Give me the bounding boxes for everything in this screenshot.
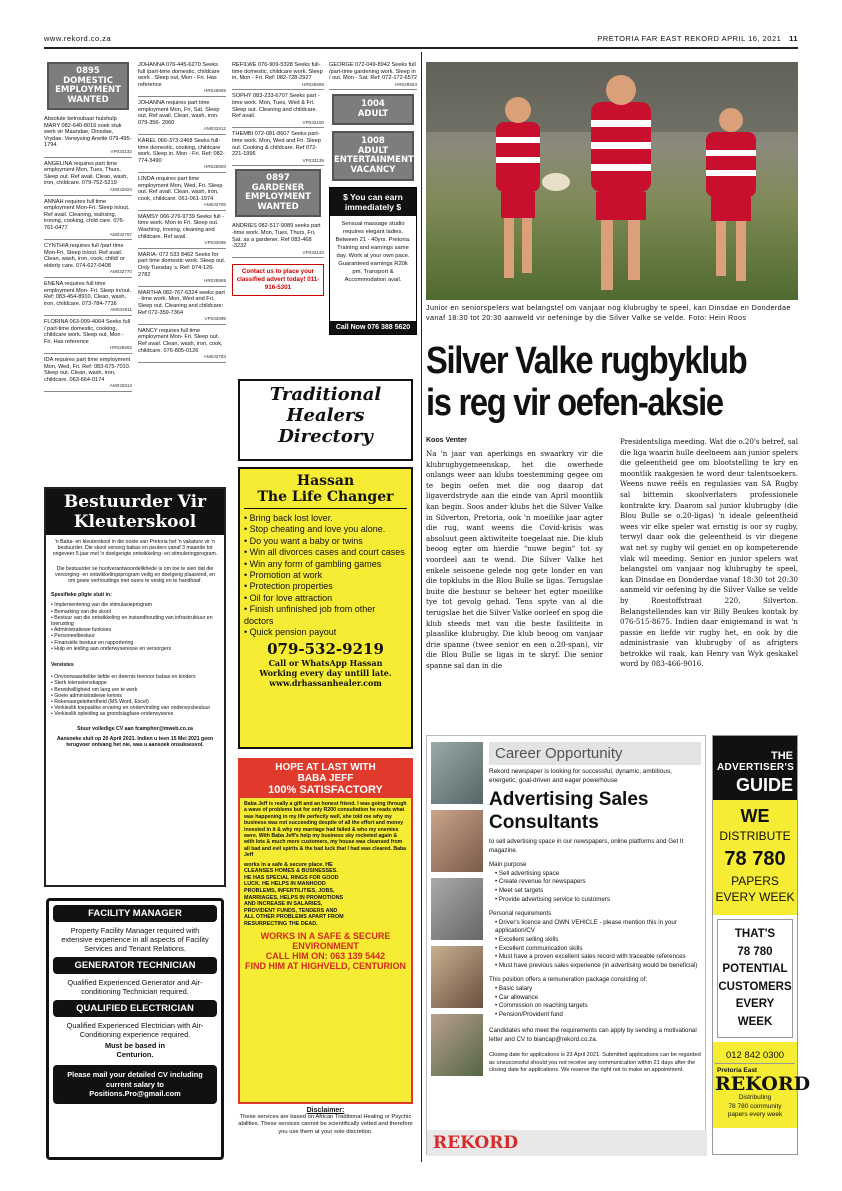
baba-call: CALL HIM ON: 063 139 5442 <box>265 950 386 961</box>
duty-item: • Personeelbestuur <box>51 633 95 640</box>
classified-ad: Absolute betroubaar huishulp MARY 082-640-8016 soek stuk werk vir Maandae, Dinsdae, Vrydae. Verwysing Anette 079-495-1794 VP033132 <box>44 116 132 158</box>
facility-heading: FACILITY MANAGER <box>53 905 217 922</box>
site-url: www.rekord.co.za <box>44 34 112 43</box>
duties-heading: Spesifieke pligte sluit in: <box>51 592 112 599</box>
hassan-subtitle: The Life Changer <box>244 489 407 509</box>
generator-heading: GENERATOR TECHNICIAN <box>53 957 217 974</box>
classified-ad: CYNTHIA requires full /part time Mon-Fri, Sleep in/out. Ref avail. Clean, wash, iron, cook, child/ or elderly care. 074-627-0408 AM032770 <box>44 243 132 278</box>
baba-list: works in a safe & secure place. HE CLEANSES HOMES & BUSINESSES. HE HAS SPECIAL RINGS FOR GOOD LUCK. HE HELPS IN MANHOOD PROBLEMS, INFERTILITIES, JOBS, MARRIAGES, HELPS IN PROMOTIONS AND INCREASE IN SALARIES, PROVIDENT FUNDS, TENDERS AND ALL OTHER PROBLEMS APART FROM RESURRECTING THE DEAD. <box>244 861 344 927</box>
advertisers-guide <box>712 735 811 1155</box>
cv-email: Stuur volledige CV aan fcamphor@mweb.co.za <box>77 725 193 732</box>
office-photo-1 <box>431 742 483 804</box>
article-column-1: Na 'n jaar van aperkings en swaarkry vir die klubrugbygemeenskap, het die owerhede onlangs weer aan klubs toestemming gegee om te begin oefen met die oog daarop dat ligaverdstryde aan die einde van April moontlik kan begin. Soos ander klubs het die Silver Valke in Silverton, Pretoria, ook 'n moeilike jaar agter die rug, want weens die Covid-krisis was absoluut geen aktiwiteite toegelaat nie. Die klub beoog egter om hierdie "nuwe begin" tot sy voordeel aan te wend. Die Silver Valke het enkele seisoene gelede nog gete londer en van die topklubs in die Blou Bulle se ligas. Terugslae buite die bestuur se beheer het egter moeilike tye tot gevolg gehad. Tens spyte van al die terugslae het die Silver Valke oorleef en spog die klub steeds met van die beste fasiliteite in plaaslike klubrugby. Die klub beoog om vanjaar drie spanne (twee senior en een o.20-span), vir die Blou Bulle se ligas in te skryf. Die senior spanne sal dan in die <box>426 449 604 670</box>
career-heading: Career Opportunity <box>489 742 701 765</box>
classified-ad: NANCY requires full time employment Mon- Fri. Sleep out. Ref avail. Clean, wash, iron, cook, childcare. 076-805-0126 AM032783 <box>138 328 226 363</box>
page-header <box>44 34 798 46</box>
ads-list <box>232 62 324 166</box>
earn-advert <box>329 187 417 335</box>
requirement-item: • Rekenaargeletterdheid (MS Word, Excel) <box>51 699 149 706</box>
kleuterskool-advert <box>44 487 226 887</box>
classified-ad: THEMBI 072-081-8607 Seeks part- time work. Mon, Wed and Fri. Sleep out. Cooking & childcare. Ref 072-221-1996 VP033139 <box>232 131 324 166</box>
photo-caption: Junior en seniorspelers wat belangstel om vanjaar nog klubrugby te speel, kan Dinsdae en Donderdae vanaf 18:30 tot 20:30 aanweld vir oefeninge by die Silver Valke se velde. Foto: Hein Roos <box>426 303 791 322</box>
service-item: • Promotion at work <box>244 570 323 581</box>
classified-ad: ENENA requires full time employment Mon- Fri. Sleep in/out. Ref: 083-454-8910. Clean, wash, iron, childcare. 073-784-7736 AM032811 <box>44 281 132 316</box>
classified-ad: MAMSY 066-276-9739 Seeks full - time work. Mon to Fri. Sleep out. Washing, Ironing, cleaning and childcare. Ref avail. VP033098 <box>138 214 226 249</box>
byline: Koos Venter <box>426 437 467 444</box>
category-0897: 0897 GARDENER EMPLOYMENT WANTED <box>235 169 321 217</box>
facility-text: Property Facility Manager required with extensive experience in all aspects of Facility Services and Tenant Relations. <box>61 926 209 953</box>
career-body: to sell advertising space in our newspapers, online platforms and Get It magazine. Main purpose • Sell advertising space • Create revenue for newspapers • Meet set targets • Provide advertising service to customers Personal requirements • Driver's licence and OWN VEHICLE - please mention this in your application/CV • Excellent selling skills • Excellent communication skills • Must have a proven excellent sales record with traceable references • Must have previous sales experience (in advertising would be beneficial) This position offers a remuneration package consisting of: • Basic salary • Car allowance • Commission on reaching targets • Pension/Provident fund Candidates who meet the requirements can apply by sending a motivational letter and CV to biancap@rekord.co.za. Closing date for applications is 23 April 2021. Submitted applications can be regarded as unsuccessful should you not receive any communication within 21 days after the closing date for applications. We reserve the right not to make an appointment. <box>489 838 701 1074</box>
service-item: • Stop cheating and love you alone. <box>244 524 386 535</box>
baba-heading-1: HOPE AT LAST WITH <box>275 762 376 773</box>
hassan-phone: 079-532-9219 <box>267 640 384 659</box>
classified-ad: JOHANNA requires part time employment Mon, Fri, Sat. Sleep out. Ref avail. Clean, wash, iron. 079-356- 2060 AM032812 <box>138 100 226 135</box>
career-footer <box>427 1130 707 1156</box>
classified-ad: ANNAH requires full time employment Mon-Fri. Sleep in/out. Ref avail. Cleaning, wahsing, ironing, cooking, child care. 076-761-0477 AM032767 <box>44 199 132 241</box>
office-photo-4 <box>431 946 483 1008</box>
service-item: • Oil for love attraction <box>244 592 333 603</box>
service-item: • Bring back lost lover. <box>244 513 333 523</box>
classified-ad: KAREL 066-373-2468 Seeks full-time domestic, cooking, childcare work. Sleep in. Mon - Fri. Ref: 082-774-3490 HR028600 <box>138 138 226 173</box>
requirement-item: • Onvoorwaardelike liefde en deernis teenoor babas en kinders <box>51 674 196 681</box>
article-column-2: Presidentsliga meeding. Wat die o.20's betref, sal die liga waarin hulle deelneem aan junior spelers die geleentheid gee om blootstelling te kry en moontlik raakgesien te word deur talentsoekers. Weens nuwe reëls en regulasies van SA Rugby sal bittemin skoolverlaters professionele kontrakte kry. Daarom sal junior klubrugby (die Blou Bulle se o.20-ligas) 'n ideale geleentheid wees vir elke speler wat ernstig is oor sy rugby, terwyl daar ook die geleentheid is vir diegene wat net sy rugby wil geniet en op kompeterende vlak wil meeding. Senior en junior spelers wat belangstel om vanjaar nog klubrugby te speel, kan Dinsdae en Donderdae vanaf 18:30 tot 20:30 aanmeld vir oefening by die Silver Valke se velde by Roestoffstraat 220, Silverton. Belangstellendes kan vir Billy Beukes kontak by 076-515-8675. Indien daar enigiemand is wat 'n passie en liefde vir rugby het, en ook by die administrasie van klubrugby of as afrigters betrokke wil raak, kan Henry van Wyk geskakel word by 083-466-9016. <box>620 437 798 669</box>
healers-directory-title: Traditional Healers Directory <box>238 379 413 461</box>
classified-ad: MARIA- 072 533 8462 Seeks for part time domestic work. Sleep out. Only Tuesday`s. Ref: 074-126-2782 HR028589 <box>138 252 226 287</box>
duty-item: • Administratiewe funksies <box>51 627 112 634</box>
office-photo-2 <box>431 810 483 872</box>
disclaimer: Disclaimer: These services are based on African Traditional Healing or Psychic abilities. These services cannot be scientifically vetted and therefore you use them at your sole discretion. <box>238 1107 413 1135</box>
requirement-item: • Driver's licence and OWN VEHICLE - please mention this in your application/CV <box>495 918 677 935</box>
hassan-website: www.drhassanhealer.com <box>269 678 382 689</box>
article-headline: Silver Valke rugbyklub is reg vir oefen-aksie <box>426 340 747 424</box>
hassan-hours: Working every day untill late. <box>259 668 392 679</box>
classified-ad: LINDA requires part time employment Mon, Wed, Fri. Sleep out. Ref avail. Clean, wash, iron, cook, childcare. 061-061-1974 AM032765 <box>138 176 226 211</box>
classified-ad: REFILWE 076-909-5328 Seeks full-time domestic, childcare work. Sleep in, Mon - Fri. Ref: 082-728-2927 HR028586 <box>232 62 324 90</box>
package-item: • Basic salary <box>495 984 533 992</box>
requirement-item: • Sterk leierseienskappe <box>51 680 107 687</box>
purpose-item: • Create revenue for newspapers <box>495 878 586 886</box>
duties-list <box>51 602 219 652</box>
service-item: • Win any form of gambling games <box>244 558 382 569</box>
guide-header: THE ADVERTISER'S GUIDE <box>713 736 797 800</box>
location-note: Must be based in Centurion. <box>105 1041 165 1059</box>
career-title: Advertising Sales Consultants <box>489 789 649 833</box>
classified-ad: SOPHY 083-233-6707 Seeks part - time work. Mon, Tues, Wed & Fri. Sleep out. Cleaning and childcare. Ref avail. VP033100 <box>232 93 324 128</box>
service-item: • Protection properties <box>244 581 333 592</box>
duty-item: • Finansiële bestuur en rapportering <box>51 639 134 646</box>
duty-item: • Implementering van die stimulasieprogram <box>51 602 152 609</box>
baba-body: Baba Jeff is really a gift and an honest friend. I was going through a wave of problems but for only R200 consultation he reads what was happening in my life perfectly well, she told me why my business was not succeeding despite of all the effort and money invested in it & why my marriage had failed & who my enemies were. With Baba Jeff's help my business sky rocketed again & with lots & much more customers, my house was cleansed from all bad and evil spirits & the bad luck that I had was cleared. Baba Jeff <box>244 801 407 859</box>
closing-note: Aansoeke sluit op 20 April 2021. Indien u teen 15 Mei 2021 geen terugvoer ontvang het nie, was u aansoek onsuksesvol. <box>56 735 214 749</box>
purpose-item: • Meet set targets <box>495 886 544 894</box>
classifieds-col-3 <box>232 62 324 296</box>
hassan-call: Call or WhatsApp Hassan <box>268 658 383 669</box>
apply-email: Please mail your detailed CV including current salary to Positions.Pro@gmail.com <box>53 1065 217 1104</box>
contact-box: Contact us to place your classified advert today! 011-916-5301 <box>232 264 324 296</box>
electrician-text: Qualified Experienced Electrician with Air-Conditioning experience required. <box>66 1021 204 1039</box>
hassan-advert <box>238 467 413 749</box>
generator-text: Qualified Experienced Generator and Air-conditioning Technician required. <box>67 978 203 996</box>
office-photo-3 <box>431 878 483 940</box>
classifieds-col-4 <box>329 62 417 335</box>
classified-ad: ANDRIES 082-517-9089 seeks part -time work. Mon, Tues, Thurs, Fri, Sat. as a gardener. Ref 083-468 -3232 VP033133 <box>232 223 324 258</box>
category-0895: 0895 DOMESTIC EMPLOYMENT WANTED <box>47 62 129 110</box>
duty-item: • Bemarking van die skool <box>51 608 111 615</box>
duty-item: • Bestuur van die ontwikkeling en instandhouding van infrastruktuur en toerusting <box>51 614 213 628</box>
requirements-list <box>51 674 219 717</box>
earn-heading: $ You can earn immediately $ <box>330 188 416 216</box>
classifieds-col-2 <box>138 62 226 366</box>
electrician-heading: QUALIFIED ELECTRICIAN <box>53 1000 217 1017</box>
rugby-photo <box>426 62 798 300</box>
service-item: • Do you want a baby or twins <box>244 535 363 546</box>
baba-location: FIND HIM AT HIGHVELD, CENTURION <box>245 960 406 971</box>
classifieds-col-1 <box>44 62 132 395</box>
earn-body: Sensual massage studio requires elegant ladies. Between 21 - 40yrs. Pretoria. Training and earnings same day. Work at your own pace. Guaranteed earnings R20k pm, Transport & Accommodation avail. <box>335 221 411 284</box>
ads-list <box>44 116 132 392</box>
duty-item: • Hulp en leiding aan onderwyseresse en versorgers <box>51 645 172 652</box>
classified-ad: JOHANNA 076-445-6270 Seeks full /part-time domestic, childcare work . Sleep out, Mon - Fri. Has reference HR028595 <box>138 62 226 97</box>
kleuterskool-title: Bestuurder Vir Kleuterskool <box>46 489 224 535</box>
classified-ad: FLORINA 063-099-4064 Seeks full / part-time domestic, cooking, childcare work. Sleep out, Mon - Fri. Has reference HR028582 <box>44 319 132 354</box>
baba-heading-2: BABA JEFF <box>297 773 354 784</box>
kleuterskool-intro: 'n Baba- en kleuterskool in die ooste van Pretoria het 'n vakature vir 'n bestuurder. Die skool versorg babas en peuters vanaf 3 maande tot ongeveer 5 jaar met 'n doelgerigte ontwikkeling- en stimuleringprogram. <box>52 539 218 558</box>
guide-stats: WE DISTRIBUTE 78 780 PAPERS EVERY WEEK <box>713 800 797 915</box>
requirement-item: • Excellent communication skills <box>495 944 583 952</box>
package-item: • Commission on reaching targets <box>495 1002 588 1010</box>
package-item: • Pension/Provident fund <box>495 1010 563 1018</box>
hassan-name: Hassan <box>296 473 355 489</box>
requirement-item: • Verkieslik opleiding as grondslagfase-onderwyseres <box>51 711 174 718</box>
ads-list <box>329 62 417 90</box>
facility-advert <box>46 898 224 1160</box>
classified-ad: GEORGE 072-049-8942 Seeks full /part-time gardening work. Sleep in / out. Mon - Sat. Ref: 072-172-6572 HR028583 <box>329 62 417 90</box>
purpose-item: • Sell advertising space <box>495 869 560 877</box>
publication-info: PRETORIA FAR EAST REKORD APRIL 16, 2021 11 <box>597 34 798 43</box>
guide-contact: 012 842 0300 Pretoria East REKORD Distributing 78 780 community papers every week <box>713 1042 797 1128</box>
ads-list <box>232 223 324 258</box>
baba-jeff-advert <box>238 758 413 1104</box>
classified-ad: IDA requires part time employment Mon, Wed, Fri. Ref: 083-675-7010. Sleep out. Clean, wash, iron, childcare. 063-664-0174 AM032813 <box>44 357 132 392</box>
service-item: • Finish unfinished job from other doctors <box>244 604 376 626</box>
office-photo-5 <box>431 1014 483 1076</box>
header-rule <box>44 47 798 49</box>
career-intro: Rekord newspaper is looking for successful, dynamic, ambitious, energetic, goal-driven and eager powerhouse <box>489 768 672 784</box>
rugby-players-illustration <box>426 62 798 300</box>
requirements-heading: Vereistes <box>51 662 74 669</box>
classified-ad: ANGELINA requires part time employment Mon, Tues, Thurs. Sleep out. Ref avail. Clean, wash, iron, childcare. 079-752-5219 AM032824 <box>44 161 132 196</box>
rekord-logo: REKORD <box>433 1133 519 1153</box>
services-list <box>244 513 407 638</box>
requirement-item: • Excellent selling skills <box>495 935 559 943</box>
requirement-item: • Verkieslik toepaslike ervaring en ondervinding van onderwysbestuur <box>51 705 211 712</box>
package-item: • Car allowance <box>495 993 539 1001</box>
category-1008: 1008 ADULT ENTERTAINMENT VACANCY <box>332 131 414 181</box>
classified-ad: MARTHA 082-767-6324 seeks part - time work. Mon, Wed and Fri. Sleep out. Cleaning and childcare: Ref 072-359-7364 VP033099 <box>138 290 226 325</box>
career-advert <box>426 735 706 1155</box>
career-photos <box>427 736 487 1156</box>
baba-heading-3: 100% SATISFACTORY <box>268 784 383 796</box>
service-item: • Win all divorces cases and court cases <box>244 547 405 558</box>
requirement-item: • Must have a proven excellent sales record with traceable references <box>495 953 686 961</box>
kleuterskool-p2: Die bestuurder se hoofverantwoordelikhede is om toe te sien dat die versorging- en ontwikkelingsprogram veilig en doelgerig plaasvind, en om goeie verhoudings met ouers te vestig en te handhaaf. <box>54 565 216 585</box>
requirement-item: • Goeie administratiewe kennis <box>51 692 123 699</box>
earn-call: Call Now 076 388 5620 <box>330 321 416 334</box>
requirement-item: • Bereidwilligheid om lang ure te werk <box>51 686 138 693</box>
service-item: • Quick pension payout <box>244 627 337 638</box>
baba-safe: WORKS IN A SAFE & SECURE ENVIRONMENT <box>260 930 391 951</box>
column-divider <box>421 52 422 1162</box>
purpose-item: • Provide advertising service to customers <box>495 895 610 903</box>
category-1004: 1004 ADULT <box>332 94 414 125</box>
guide-potential: THAT'S 78 780 POTENTIAL CUSTOMERS EVERY WEEK <box>717 919 793 1038</box>
requirement-item: • Must have previous sales experience (in advertising would be beneficial) <box>495 961 698 969</box>
